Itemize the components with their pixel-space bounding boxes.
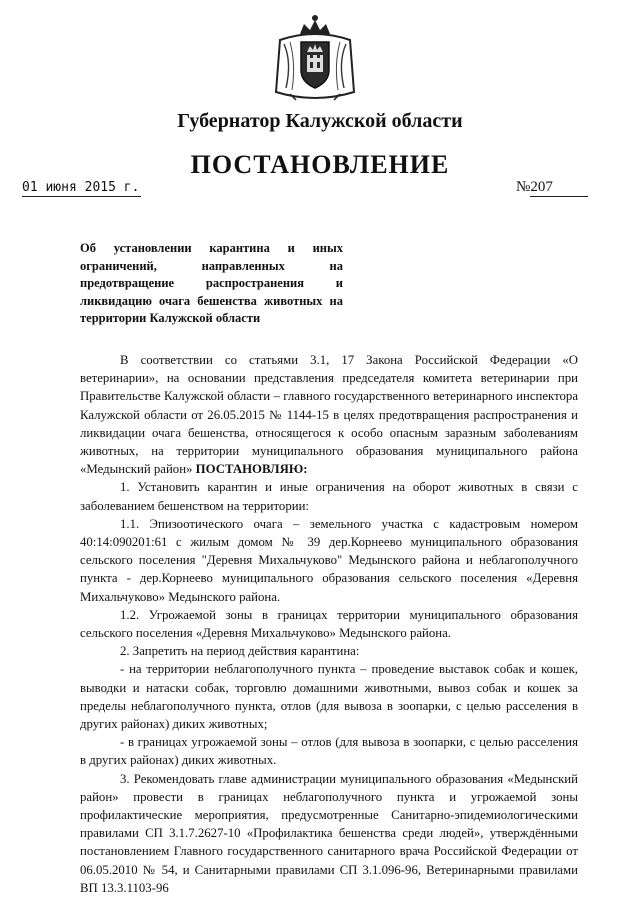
body-item: 1. Установить карантин и иные ограничения на оборот животных в связи с заболеванием бешенством на территории: <box>80 480 578 513</box>
preamble-text: В соответствии со статьями 3.1, 17 Закона Российской Федерации «О ветеринарии», на основании представления председателя комитета ветеринарии при Правительстве Калужской области – главного государственного ветеринарного инспектора Калужской области от 26.05.2015 № 1144-15 в целях предотвращения распространения и ликвидации очага бешенства, относящегося к особо опасным заразным заболеваниям животных, на территории муниципального образования муниципального района «Медынский район» <box>80 353 578 477</box>
coat-of-arms-emblem <box>270 12 360 104</box>
document-subject: Об установлении карантина и иных ограничений, направленных на предотвращение распространения и ликвидацию очага бешенства животных на территории Калужской области <box>80 241 343 325</box>
document-body <box>80 351 578 897</box>
body-item: 1.2. Угрожаемой зоны в границах территории муниципального образования сельского поселения «Деревня Михальчуково» Медынского района. <box>80 607 578 641</box>
body-item: 1.1. Эпизоотического очага – земельного участка с кадастровым номером 40:14:090201:61 с жилым домом № 39 дер.Корнеево муниципального образования сельского поселения "Деревня Михальчуково" Медынского района и неблагополучного пункта - дер.Корнеево муниципального образования сельского поселения «Деревня Михальчуково» Медынского района. <box>80 516 578 604</box>
document-date: 01 июня 2015 г. <box>22 180 140 195</box>
number-prefix: № <box>516 179 531 195</box>
body-item: 2. Запретить на период действия карантина: <box>120 644 360 659</box>
document-type-title: ПОСТАНОВЛЕНИЕ <box>190 150 450 179</box>
preamble-paragraph <box>80 351 578 478</box>
body-item: 3. Рекомендовать главе администрации муниципального образования «Медынский район» провести в границах неблагополучного пункта и угрожаемой зоны профилактические мероприятия, предусмотренные Санитарно-эпидемиологическими правилами СП 3.1.7.2627-10 «Профилактика бешенства среди людей», утверждёнными постановлением Главного государственного санитарного врача Российской Федерации от 06.05.2010 № 54, и Санитарными правилами СП 3.1.096-96, Ветеринарными правилами ВП 13.3.1103-96 <box>80 771 578 895</box>
issuer-title: Губернатор Калужской области <box>177 110 463 132</box>
body-item: - в границах угрожаемой зоны – отлов (для вывоза в зоопарки, с целью расселения в других районах) диких животных. <box>80 735 578 768</box>
body-item: - на территории неблагополучного пункта – проведение выставок собак и кошек, выводки и натаски собак, торговлю домашними животными, вывоз собак и кошек за пределы неблагополучного пункта, отлов (для вывоза в зоопарки, с целью расселения в других районах) диких животных; <box>80 662 578 732</box>
number-value: 207 <box>530 179 588 197</box>
decree-word: ПОСТАНОВЛЯЮ: <box>195 462 308 477</box>
document-number <box>516 179 588 197</box>
